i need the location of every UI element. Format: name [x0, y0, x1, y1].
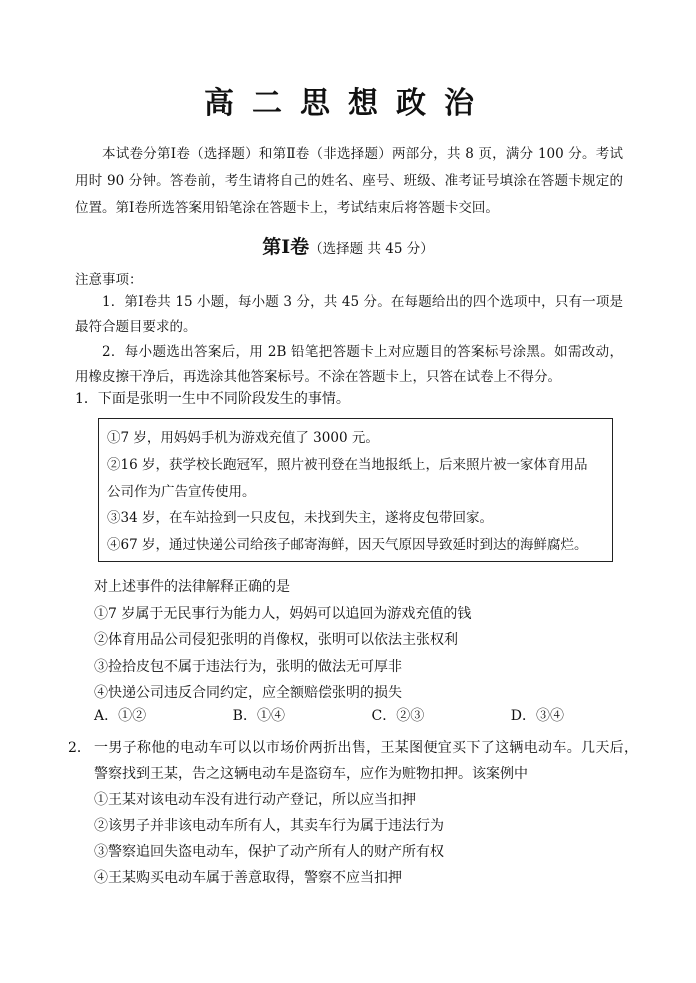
statement-item: ②该男子并非该电动车所有人，其卖车行为属于违法行为 [94, 818, 444, 834]
question-2-stem: 一男子称他的电动车可以以市场价两折出售，王某图便宜买下了这辆电动车。几天后，警察找到王某，告之这辆电动车是盗窃车，应作为赃物扣押。该案例中 [94, 740, 638, 782]
statement-item: ①王某对该电动车没有进行动产登记，所以应当扣押 [94, 792, 416, 808]
notes-heading: 注意事项： [75, 272, 143, 288]
option-a: A．①② [94, 708, 147, 724]
option-d: D．③④ [510, 708, 564, 724]
notes-list [75, 290, 623, 390]
note-item: 1．第Ⅰ卷共 15 小题，每小题 3 分，共 45 分。在每题给出的四个选项中，只有一项是最符合题目要求的。 [75, 294, 623, 335]
note-item: 2．每小题选出答案后，用 2B 铅笔把答题卡上对应题目的答案标号涂黑。如需改动，用橡皮擦干净后，再选涂其他答案标号。不涂在答题卡上，只答在试卷上不得分。 [75, 344, 623, 385]
option-b: B．①④ [232, 708, 285, 724]
question-2-statements [94, 787, 638, 891]
option-c: C．②③ [371, 708, 425, 724]
question-2-number: 2． [68, 740, 91, 756]
page-title: 高二思想政治 [204, 86, 492, 121]
question-1-prompt: 对上述事件的法律解释正确的是 [94, 579, 290, 595]
statement-item: ③捡拾皮包不属于违法行为，张明的做法无可厚非 [94, 658, 402, 675]
event-line: ②16 岁，获学校长跑冠军，照片被刊登在当地报纸上，后来照片被一家体育用品 [107, 456, 588, 473]
statement-item: ①7 岁属于无民事行为能力人，妈妈可以追回为游戏充值的钱 [94, 605, 472, 622]
statement-item: ④快递公司违反合同约定，应全额赔偿张明的损失 [94, 685, 402, 701]
question-1-stem: 1．下面是张明一生中不同阶段发生的事情。 [75, 391, 350, 407]
event-line: ①7 岁，用妈妈手机为游戏充值了 3000 元。 [107, 430, 379, 446]
event-line: ③34 岁，在车站捡到一只皮包，未找到失主，遂将皮包带回家。 [107, 510, 493, 527]
statement-item: ③警察追回失盗电动车，保护了动产所有人的财产所有权 [94, 844, 444, 860]
exam-instructions: 本试卷分第Ⅰ卷（选择题）和第Ⅱ卷（非选择题）两部分，共 8 页，满分 100 分。考试用时 90 分钟。答卷前，考生请将自己的姓名、座号、班级、准考证号填涂在答题卡规定的位置。第Ⅰ卷所选答案用铅笔涂在答题卡上，考试结束后将答题卡交回。 [75, 146, 623, 216]
event-line: 公司作为广告宣传使用。 [107, 483, 256, 500]
section-heading [0, 232, 696, 259]
statement-item: ④王某购买电动车属于善意取得，警察不应当扣押 [94, 870, 402, 886]
question-1-events-box [98, 418, 613, 562]
question-2 [68, 735, 638, 891]
statement-item: ②体育用品公司侵犯张明的肖像权，张明可以依法主张权利 [94, 632, 458, 648]
section-heading-main: 第Ⅰ卷 [262, 236, 310, 258]
question-1-options [94, 705, 564, 725]
section-heading-sub: （选择题 共 45 分） [309, 241, 434, 257]
question-1-statements [94, 574, 471, 707]
event-line: ④67 岁，通过快递公司给孩子邮寄海鲜，因天气原因导致延时到达的海鲜腐烂。 [107, 537, 588, 554]
